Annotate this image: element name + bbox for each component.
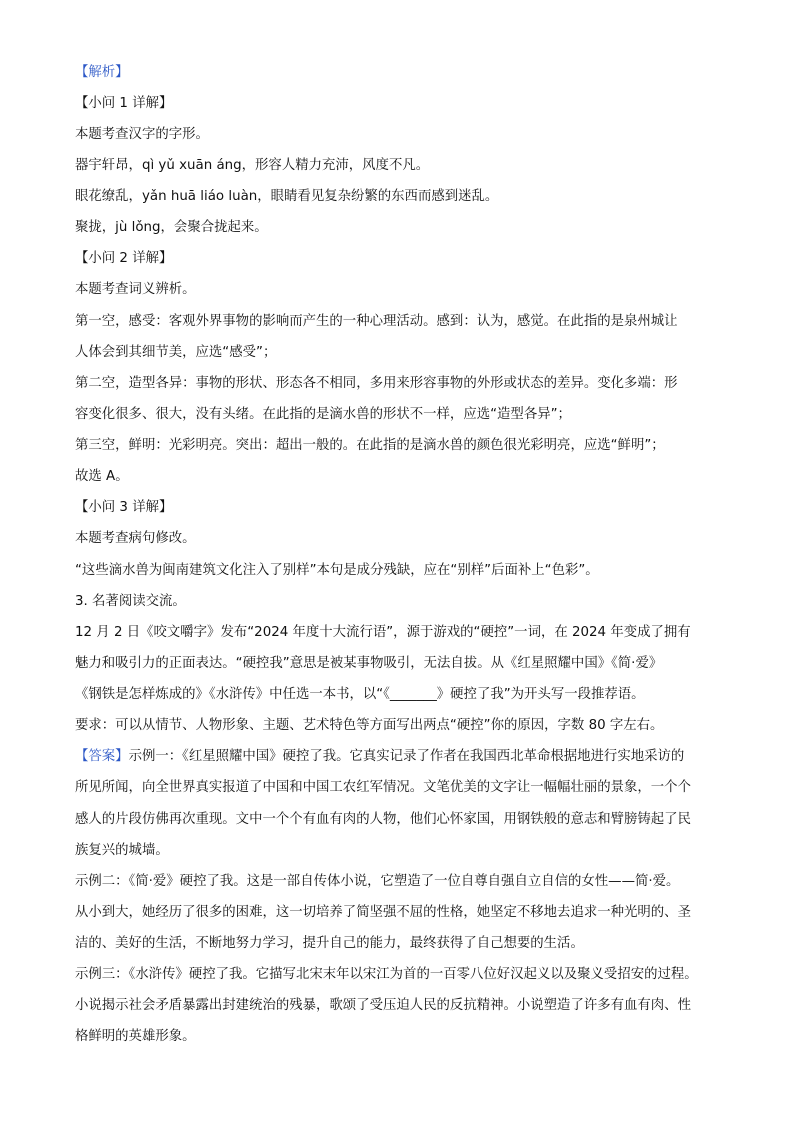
q2-line: 第三空，鲜明：光彩明亮。突出：超出一般的。在此指的是滴水兽的颜色很光彩明亮，应选“鲜明”； (75, 438, 665, 453)
q3-line: “这些滴水兽为闽南建筑文化注入了别样”本句是成分残缺，应在“别样”后面补上“色彩”。 (75, 563, 599, 578)
answer-tag: 【答案】 (75, 749, 129, 764)
answer-example3-line: 示例三：《水浒传》硬控了我。它描写北宋末年以宋江为首的一百零八位好汉起义以及聚义受招安的过程。 (75, 967, 698, 982)
q1-intro: 本题考查汉字的字形。 (75, 127, 209, 142)
answer-example3-line: 小说揭示社会矛盾暴露出封建统治的残暴，歌颂了受压迫人民的反抗精神。小说塑造了许多有血有肉、性 (75, 998, 691, 1013)
answer-example1-line: 族复兴的城墙。 (75, 843, 169, 858)
q2-heading: 【小问 2 详解】 (75, 251, 173, 266)
q2-line: 人体会到其细节美，应选“感受”； (75, 345, 277, 360)
q1-heading: 【小问 1 详解】 (75, 96, 173, 111)
q2-intro: 本题考查词义辨析。 (75, 282, 196, 297)
section3-title: 3. 名著阅读交流。 (75, 594, 186, 609)
section3-line: 魅力和吸引力的正面表达。“硬控我”意思是被某事物吸引，无法自拔。从《红星照耀中国》《简·爱》 (75, 656, 663, 671)
answer-example1-line: 感人的片段仿佛再次重现。文中一个个有血有肉的人物，他们心怀家国，用钢铁般的意志和臂膀铸起了民 (75, 812, 691, 827)
section3-line: 要求：可以从情节、人物形象、主题、艺术特色等方面写出两点“硬控”你的原因，字数 80 字左右。 (75, 718, 664, 733)
answer-example2-line: 洁的、美好的生活，不断地努力学习，提升自己的能力，最终获得了自己想要的生活。 (75, 936, 584, 951)
q3-heading: 【小问 3 详解】 (75, 500, 173, 515)
section3-line: 《钢铁是怎样炼成的》《水浒传》中任选一本书，以“《_______》硬控了我”为开头写一段推荐语。 (75, 687, 645, 702)
q2-line: 故选 A。 (75, 469, 129, 484)
answer-example1-line: 【答案】示例一：《红星照耀中国》硬控了我。它真实记录了作者在我国西北革命根据地进行实地采访的 (75, 749, 685, 764)
q1-line: 眼花缭乱，yǎn huā liáo luàn，眼睛看见复杂纷繁的东西而感到迷乱。 (75, 189, 499, 204)
q1-line: 器宇轩昂，qì yǔ xuān áng，形容人精力充沛，风度不凡。 (75, 158, 430, 173)
answer-example3-line: 格鲜明的英雄形象。 (75, 1029, 196, 1044)
q2-line: 第一空，感受：客观外界事物的影响而产生的一种心理活动。感到：认为，感觉。在此指的是泉州城让 (75, 314, 678, 329)
answer-example2-line: 示例二：《简·爱》硬控了我。这是一部自传体小说，它塑造了一位自尊自强自立自信的女性——简·爱。 (75, 874, 680, 889)
q2-line: 第二空，造型各异：事物的形状、形态各不相同，多用来形容事物的外形或状态的差异。变化多端：形 (75, 376, 678, 391)
q2-line: 容变化很多、很大，没有头绪。在此指的是滴水兽的形状不一样，应选“造型各异”； (75, 407, 571, 422)
q3-intro: 本题考查病句修改。 (75, 531, 196, 546)
section3-line: 12 月 2 日《咬文嚼字》发布“2024 年度十大流行语”，源于游戏的“硬控”一词，在 2024 年变成了拥有 (75, 625, 691, 640)
analysis-heading: 【解析】 (75, 65, 129, 80)
answer-example2-line: 从小到大，她经历了很多的困难，这一切培养了简坚强不屈的性格，她坚定不移地去追求一种光明的、圣 (75, 905, 691, 920)
q1-line: 聚拢，jù lǒng，会聚合拢起来。 (75, 220, 268, 235)
answer-example1-line: 所见所闻，向全世界真实报道了中国和中国工农红军情况。文笔优美的文字让一幅幅壮丽的景象，一个个 (75, 780, 691, 795)
